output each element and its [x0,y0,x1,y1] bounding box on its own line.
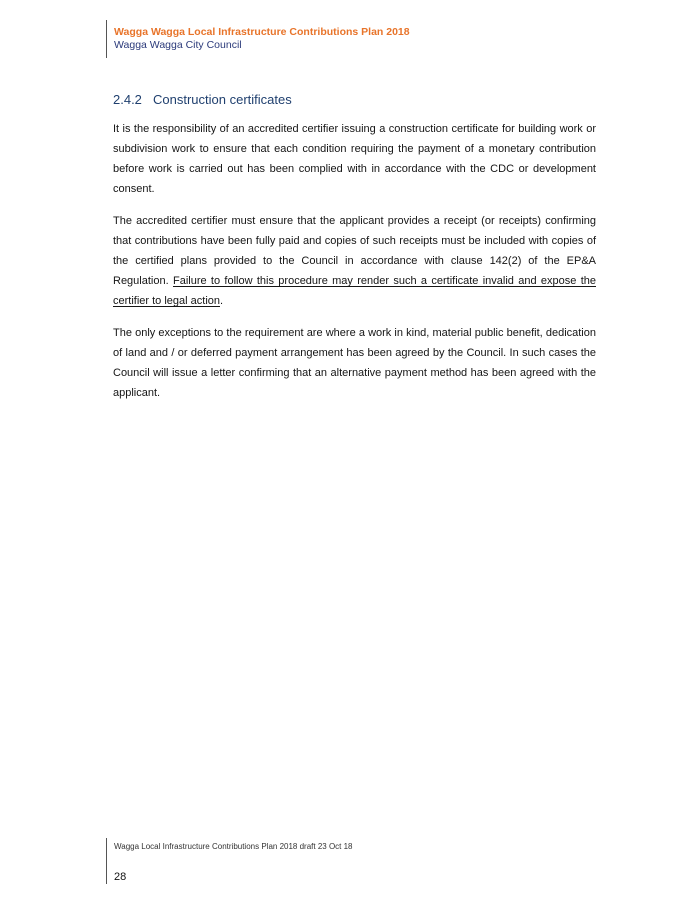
page-number: 28 [114,871,127,883]
section-title: Construction certificates [153,92,292,107]
section-heading [113,92,596,107]
paragraph-1: It is the responsibility of an accredited certifier issuing a construction certificate for building work or subdivision work to ensure that each condition requiring the payment of a monetary contribution before work is carried out has been complied with in accordance with the CDC or development consent. [113,123,596,195]
paragraph-2 [113,211,596,311]
page-footer [106,838,353,884]
council-name: Wagga Wagga City Council [114,39,242,51]
legal-warning-underlined: Failure to follow this procedure may render such a certificate invalid and expose the certifier to legal action [113,275,596,307]
page-header [106,20,410,58]
document-title: Wagga Wagga Local Infrastructure Contributions Plan 2018 [114,26,410,38]
paragraph-2-end: . [220,295,224,307]
section-construction-certificates [113,88,596,415]
footer-text: Wagga Local Infrastructure Contributions Plan 2018 draft 23 Oct 18 [114,842,353,851]
paragraph-2-text: The accredited certifier must ensure that the applicant provides a receipt (or receipts) confirming that contributions have been fully paid and copies of such receipts must be included with copies of the certified plans provided to the Council in accordance with clause 142(2) of the EP&A Regulation. [113,215,596,287]
section-number: 2.4.2 [113,92,142,107]
paragraph-3: The only exceptions to the requirement are where a work in kind, material public benefit, dedication of land and / or deferred payment arrangement has been agreed by the Council. In such cases the Council will issue a letter confirming that an alternative payment method has been agreed with the applicant. [113,327,596,399]
